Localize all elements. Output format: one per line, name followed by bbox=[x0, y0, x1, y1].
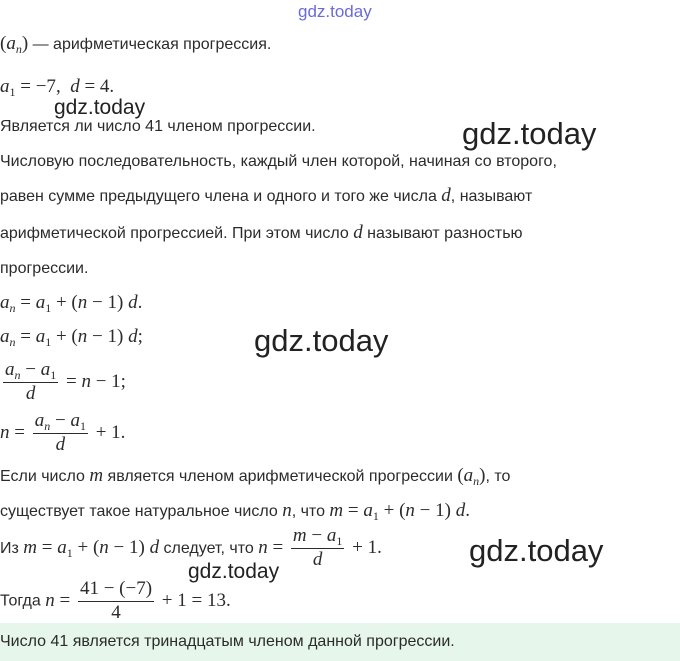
value-n-result: 13 bbox=[206, 589, 226, 611]
answer-text: Число 41 является тринадцатым членом данной прогрессии. bbox=[0, 633, 455, 650]
definition-text: , называют bbox=[450, 188, 533, 205]
definition-text: равен сумме предыдущего члена и одного и того же числа bbox=[0, 188, 442, 205]
watermark: gdz.today bbox=[188, 560, 280, 583]
definition-line-4: прогрессии. bbox=[0, 260, 89, 277]
derivation-text: следует, что bbox=[159, 539, 259, 557]
watermark: gdz.today bbox=[54, 96, 146, 119]
given-values: $a_1 = -7$, d = 4. bbox=[0, 76, 115, 99]
definition-line-3: арифметической прогрессией. При этом число d называют разностью bbox=[0, 222, 523, 243]
value-a1: −7 bbox=[35, 76, 56, 97]
formula-n: n = $\frac{a_n - a_1}{d}$ + 1. bbox=[0, 410, 126, 456]
watermark: gdz.today bbox=[469, 533, 604, 568]
formula-nth-term-2: $a_n = a_1 + (n - 1)$ d; bbox=[0, 326, 143, 349]
derivation-line: Из $m = a_1 + (n - 1)$ d следует, что n = $\frac{m - a_1}{d}$ + 1. bbox=[0, 525, 382, 571]
watermark: gdz.today bbox=[462, 116, 597, 151]
condition-text: является членом арифметической прогрессии bbox=[103, 468, 458, 485]
calculation-line: Тогда n = $\frac{41 - (-7)}{4}$ + 1 = 13. bbox=[0, 578, 231, 623]
statement-text: — арифметическая прогрессия. bbox=[28, 36, 272, 53]
formula-fraction: $\frac{a_n - a_1}{d}$ = n − 1; bbox=[5, 359, 126, 405]
formula-nth-term: $a_n = a_1 + (n - 1)$ d. bbox=[0, 292, 143, 315]
progression-statement bbox=[0, 33, 271, 56]
condition-line-1: Если число m является членом арифметической прогрессии $(a_n)$, то bbox=[0, 465, 511, 488]
math-sequence: $(a_n)$ bbox=[0, 33, 29, 56]
condition-text: Если число bbox=[0, 468, 90, 485]
definition-line-2: равен сумме предыдущего члена и одного и того же числа d, называют bbox=[0, 185, 533, 206]
definition-text: арифметической прогрессией. При этом число bbox=[0, 225, 354, 242]
condition-text: , то bbox=[485, 468, 511, 485]
calculation-text: Тогда bbox=[0, 592, 46, 610]
watermark: gdz.today bbox=[254, 323, 389, 358]
watermark: gdz.today bbox=[298, 2, 372, 21]
condition-line-2: существует такое натуральное число n, что $m = a_1 + (n - 1)$ d. bbox=[0, 500, 470, 523]
condition-text: существует такое натуральное число bbox=[0, 503, 283, 520]
value-d: 4 bbox=[99, 76, 110, 97]
question: Является ли число 41 членом прогрессии. bbox=[0, 118, 316, 135]
derivation-text: Из bbox=[0, 539, 24, 557]
definition-text: называют разностью bbox=[362, 225, 523, 242]
condition-text: , что bbox=[291, 503, 330, 520]
answer-box bbox=[0, 623, 680, 661]
definition-line-1: Числовую последовательность, каждый член которой, начиная со второго, bbox=[0, 153, 557, 170]
